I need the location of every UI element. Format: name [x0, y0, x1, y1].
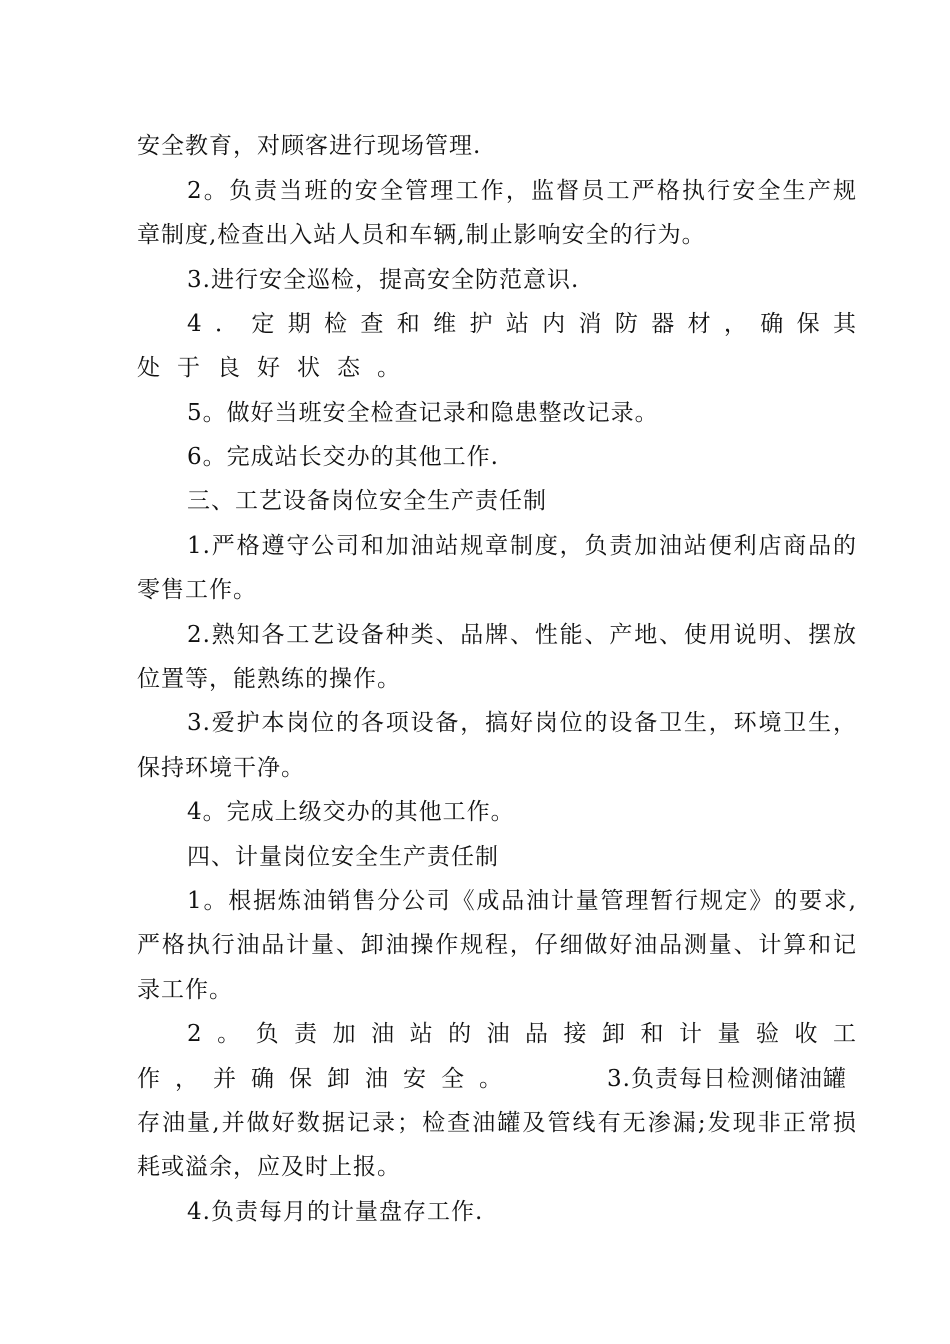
- text-line: 4。完成上级交办的其他工作。: [187, 799, 515, 825]
- text-line: 安全教育，对顾客进行现场管理.: [137, 133, 482, 159]
- text-line: 3.爱护本岗位的各项设备，搞好岗位的设备卫生，环境卫生，: [187, 710, 857, 736]
- text-line: 保持环境干净。: [137, 755, 305, 781]
- text-line: 4．定期检查和维护站内消防器材，确保其: [187, 311, 857, 337]
- text-line: 5。做好当班安全检查记录和隐患整改记录。: [187, 400, 659, 426]
- text-line: 零售工作。: [137, 577, 257, 603]
- text-line: 耗或溢余，应及时上报。: [137, 1154, 401, 1180]
- text-line: 2。负责加油站的油品接卸和计量验收工: [187, 1021, 857, 1047]
- text-line: 处于良好状态。: [137, 355, 417, 381]
- text-line: 2.熟知各工艺设备种类、品牌、性能、产地、使用说明、摆放: [187, 622, 857, 648]
- text-line: 1。根据炼油销售分公司《成品油计量管理暂行规定》的要求,: [187, 888, 857, 914]
- text-line: 6。完成站长交办的其他工作.: [187, 444, 499, 470]
- text-line: 严格执行油品计量、卸油操作规程，仔细做好油品测量、计算和记: [137, 932, 857, 958]
- text-line: 章制度,检查出入站人员和车辆,制止影响安全的行为。: [137, 222, 706, 248]
- text-line: 位置等，能熟练的操作。: [137, 666, 401, 692]
- text-line: 存油量,并做好数据记录；检查油罐及管线有无渗漏;发现非正常损: [137, 1110, 857, 1136]
- section-heading: 三、工艺设备岗位安全生产责任制: [187, 488, 547, 514]
- text-line: 2。负责当班的安全管理工作，监督员工严格执行安全生产规: [187, 178, 857, 204]
- text-line: 录工作。: [137, 977, 233, 1003]
- text-line: 4.负责每月的计量盘存工作.: [187, 1199, 484, 1225]
- text-line: 作，并确保卸油安全。: [137, 1066, 517, 1092]
- text-line: 1.严格遵守公司和加油站规章制度，负责加油站便利店商品的: [187, 533, 857, 559]
- section-heading: 四、计量岗位安全生产责任制: [187, 844, 499, 870]
- text-line: 3.负责每日检测储油罐: [607, 1066, 847, 1092]
- text-line: 3.进行安全巡检，提高安全防范意识.: [187, 267, 580, 293]
